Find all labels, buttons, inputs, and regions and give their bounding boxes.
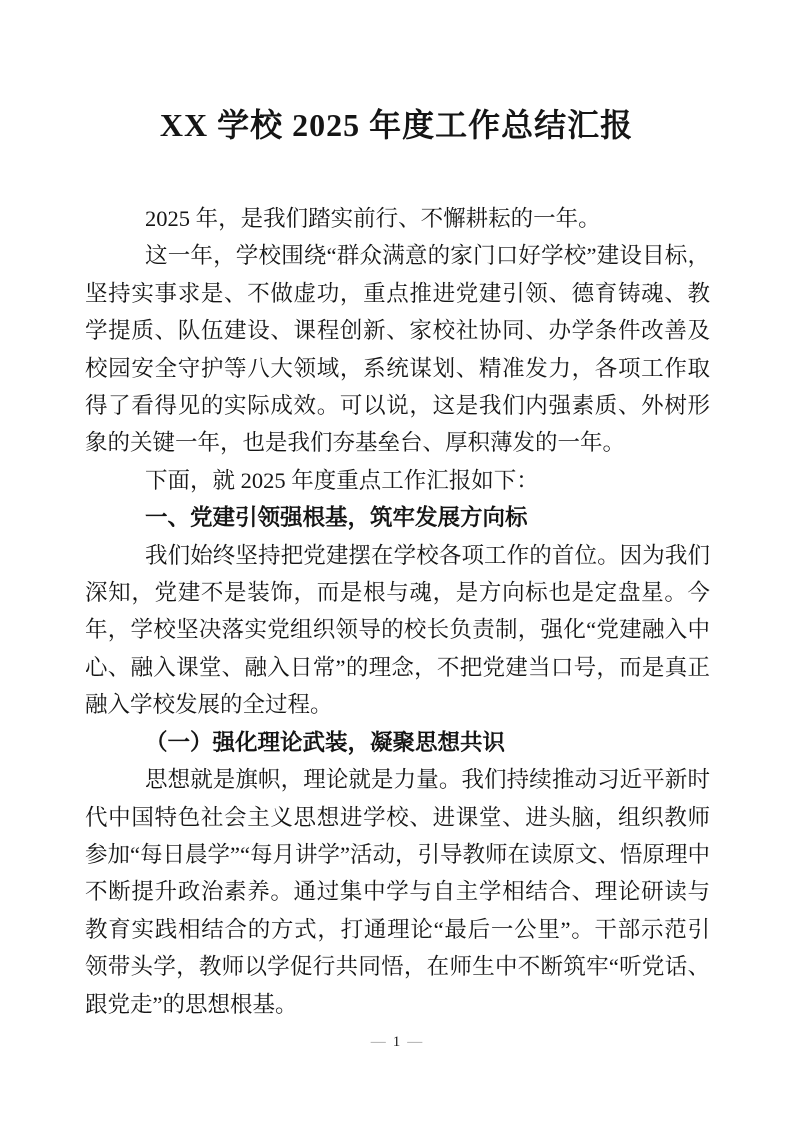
page-number-left-dash: — — [370, 1034, 386, 1050]
paragraph-lead-in: 下面，就 2025 年度重点工作汇报如下： — [145, 467, 539, 493]
paragraph-intro: 2025 年，是我们踏实前行、不懈耕耘的一年。 — [145, 206, 601, 231]
page-number — [0, 1031, 793, 1053]
document-title: XX 学校 2025 年度工作总结汇报 — [159, 107, 634, 143]
page-number-value: 1 — [392, 1034, 401, 1050]
paragraph-theory-arming: 思想就是旗帜，理论就是力量。我们持续推动习近平新时代中国特色社会主义思想进学校、进课堂、进头脑，组织教师参加“每日晨学”“每月讲学”活动，引导教师在读原文、悟原理中不断提升政治素养。通过集中学与自主学相结合、理论研读与教育实践相结合的方式，打通理论“最后一公里”。干部示范引领带头学，教师以学促行共同悟，在师生中不断筑牢“听党话、跟党走”的思想根基。 — [85, 767, 710, 1017]
document-body — [85, 200, 710, 1023]
page-number-right-dash: — — [407, 1034, 423, 1050]
section-heading-1: 一、党建引领强根基，筑牢发展方向标 — [145, 505, 528, 531]
paragraph-party-building: 我们始终坚持把党建摆在学校各项工作的首位。因为我们深知，党建不是装饰，而是根与魂，是方向标也是定盘星。今年，学校坚决落实党组织领导的校长负责制，强化“党建融入中心、融入课堂、融入日常”的理念，不把党建当口号，而是真正融入学校发展的全过程。 — [85, 542, 710, 718]
subsection-heading-1-1: （一）强化理论武装，凝聚思想共识 — [145, 729, 506, 755]
paragraph-overview: 这一年，学校围绕“群众满意的家门口好学校”建设目标，坚持实事求是、不做虚功，重点推进党建引领、德育铸魂、教学提质、队伍建设、课程创新、家校社协同、办学条件改善及校园安全守护等八大领域，系统谋划、精准发力，各项工作取得了看得见的实际成效。可以说，这是我们内强素质、外树形象的关键一年，也是我们夯基垒台、厚积薄发的一年。 — [85, 243, 710, 456]
